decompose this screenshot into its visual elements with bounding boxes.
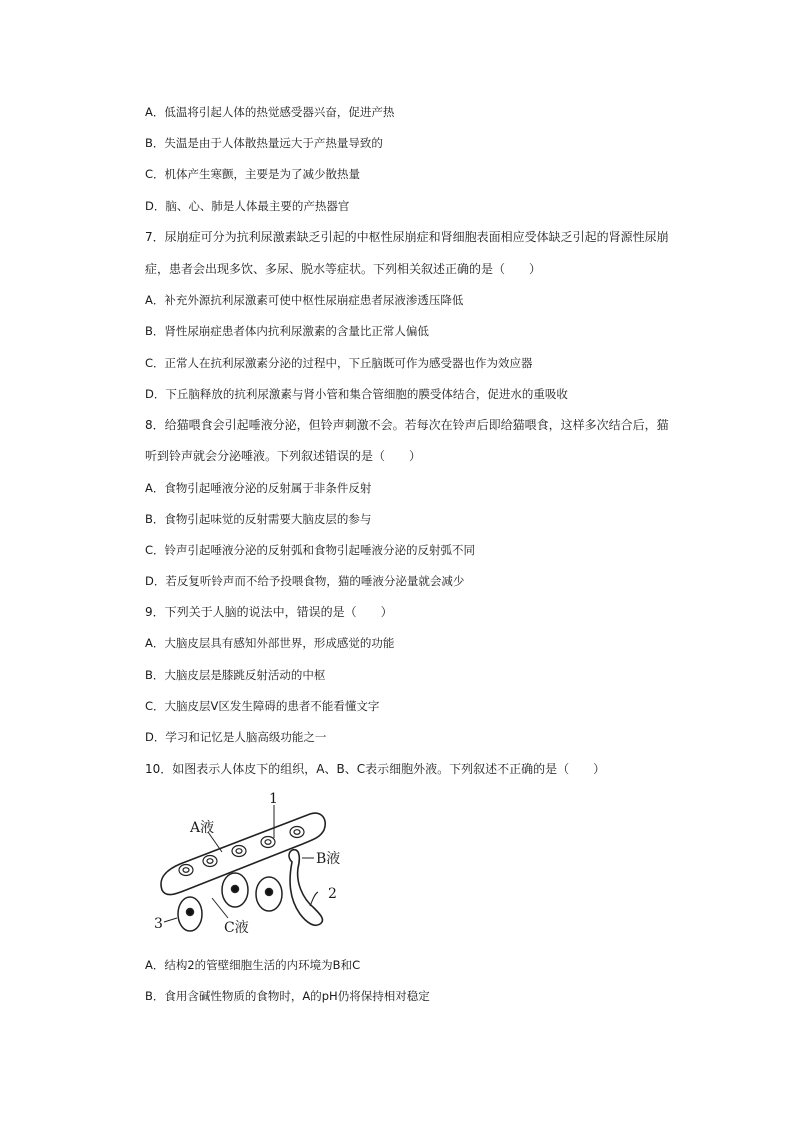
option-8a: A．食物引起唾液分泌的反射属于非条件反射 <box>145 481 372 495</box>
option-9d: D．学习和记忆是人脑高级功能之一 <box>145 730 327 744</box>
question-7-line-1: 7．尿崩症可分为抗利尿激素缺乏引起的中枢性尿崩症和肾细胞表面相应受体缺乏引起的肾源性尿崩 <box>145 230 669 244</box>
label-2: 2 <box>328 886 337 902</box>
option-7b: B．肾性尿崩症患者体内抗利尿激素的含量比正常人偏低 <box>145 324 429 338</box>
question-7-line-2: 症，患者会出现多饮、多尿、脱水等症状。下列相关叙述正确的是（ ） <box>145 262 542 276</box>
tissue-diagram <box>150 790 370 940</box>
option-7d: D．下丘脑释放的抗利尿激素与肾小管和集合管细胞的膜受体结合，促进水的重吸收 <box>145 387 568 401</box>
capillary-vessel <box>161 813 325 895</box>
option-10b: B．食用含碱性物质的食物时，A的pH仍将保持相对稳定 <box>145 989 430 1003</box>
label-1: 1 <box>269 791 278 807</box>
label-3: 3 <box>154 916 163 932</box>
question-9: 9．下列关于人脑的说法中，错误的是（ ） <box>145 605 393 619</box>
question-8-line-1: 8．给猫喂食会引起唾液分泌，但铃声刺激不会。若每次在铃声后即给猫喂食，这样多次结合后，猫 <box>145 418 669 432</box>
option-9b: B．大脑皮层是膝跳反射活动的中枢 <box>145 668 326 682</box>
question-10: 10．如图表示人体皮下的组织，A、B、C表示细胞外液。下列叙述不正确的是（ ） <box>145 762 606 776</box>
question-8-line-2: 听到铃声就会分泌唾液。下列叙述错误的是（ ） <box>145 449 422 463</box>
option-7c: C．正常人在抗利尿激素分泌的过程中，下丘脑既可作为感受器也作为效应器 <box>145 356 533 370</box>
label-c: C液 <box>224 920 249 936</box>
option-8b: B．食物引起味觉的反射需要大脑皮层的参与 <box>145 512 372 526</box>
option-8d: D．若反复听铃声而不给予投喂食物，猫的唾液分泌量就会减少 <box>145 574 465 588</box>
option-8c: C．铃声引起唾液分泌的反射弧和食物引起唾液分泌的反射弧不同 <box>145 543 476 557</box>
option-7a: A．补充外源抗利尿激素可使中枢性尿崩症患者尿液渗透压降低 <box>145 293 464 307</box>
label-b: B液 <box>316 851 341 867</box>
option-9a: A．大脑皮层具有感知外部世界，形成感觉的功能 <box>145 636 395 650</box>
option-9c: C．大脑皮层V区发生障碍的患者不能看懂文字 <box>145 699 380 713</box>
option-6b: B．失温是由于人体散热量远大于产热量导致的 <box>145 136 383 150</box>
option-10a: A．结构2的管壁细胞生活的内环境为B和C <box>145 958 361 972</box>
option-6d: D．脑、心、肺是人体最主要的产热器官 <box>145 199 350 213</box>
label-a: A液 <box>190 820 215 836</box>
option-6a: A．低温将引起人体的热觉感受器兴奋，促进产热 <box>145 105 395 119</box>
option-6c: C．机体产生寒颤，主要是为了减少散热量 <box>145 167 361 181</box>
